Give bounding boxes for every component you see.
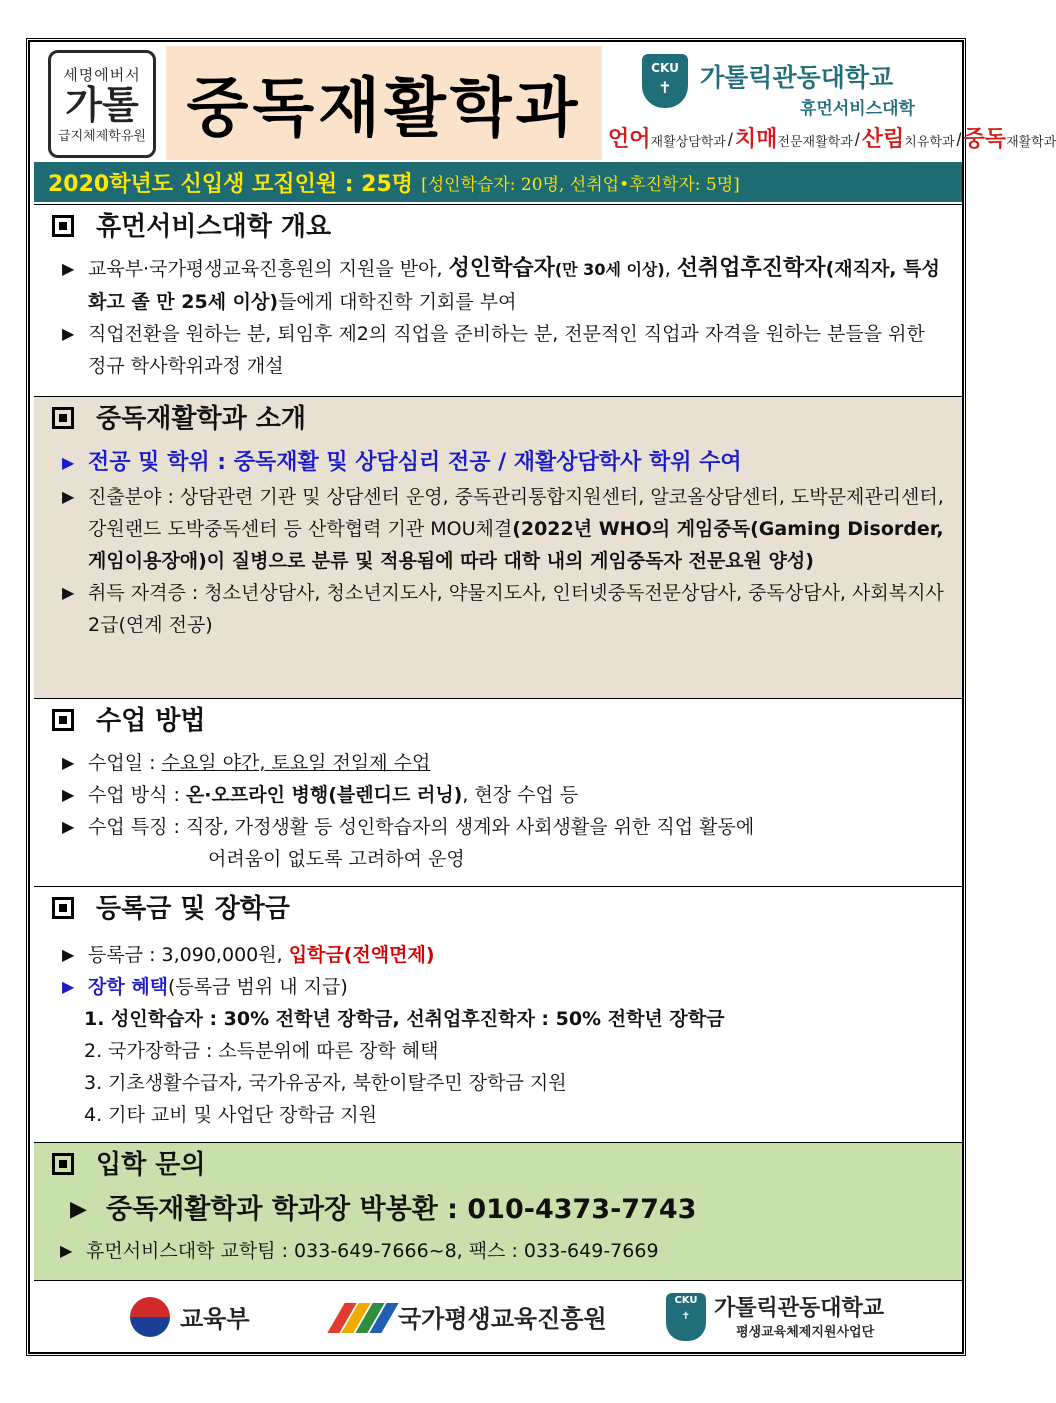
list-item bbox=[62, 747, 944, 779]
page-frame bbox=[26, 38, 1056, 1356]
taeguk-icon bbox=[130, 1297, 170, 1337]
text: 교육부·국가평생교육진흥원의 지원을 받아, bbox=[88, 258, 449, 280]
list-item: 2. 국가장학금 : 소득분위에 따른 장학 혜택 bbox=[84, 1040, 439, 1062]
nile-name: 국가평생교육진흥원 bbox=[398, 1305, 607, 1333]
list-item bbox=[62, 811, 944, 875]
cku-emblem-icon: CKU ✝ bbox=[666, 1293, 706, 1341]
list-item bbox=[62, 577, 944, 641]
section-class-method bbox=[34, 698, 962, 886]
contact-office[interactable]: 휴먼서비스대학 교학팀 : 033-649-7666~8, 팩스 : 033-649-7669 bbox=[86, 1240, 659, 1262]
list-item: 1. 성인학습자 : 30% 전학년 장학금, 선취업후진학자 : 50% 전학년 장학금 bbox=[84, 1008, 725, 1030]
page-title: 중독재활학과 bbox=[186, 72, 582, 146]
square-bullet-icon bbox=[52, 407, 74, 429]
list-item: 4. 기타 교비 및 사업단 장학금 지원 bbox=[84, 1104, 377, 1126]
list-item bbox=[70, 1187, 944, 1233]
section-heading bbox=[34, 205, 962, 249]
triangle-bullet-icon: ▶ bbox=[62, 945, 75, 964]
triangle-bullet-icon: ▶ bbox=[62, 785, 75, 804]
triangle-bullet-icon: ▶ bbox=[62, 977, 75, 996]
admission-fee-waived: 입학금(전액면제) bbox=[288, 944, 435, 966]
keyword-adult-learner: 성인학습자 bbox=[448, 256, 555, 281]
triangle-bullet-icon: ▶ bbox=[62, 583, 75, 602]
section-title: 등록금 및 장학금 bbox=[96, 894, 290, 924]
text: (만 30세 이상) bbox=[554, 260, 665, 279]
nile-logo-icon bbox=[328, 1303, 386, 1333]
triangle-bullet-icon: ▶ bbox=[62, 753, 75, 772]
recruit-banner bbox=[34, 162, 962, 202]
text: (재직자, 특성화고 졸 만 25세 이상) bbox=[88, 258, 940, 313]
triangle-bullet-icon: ▶ bbox=[62, 324, 75, 343]
triangle-bullet-icon: ▶ bbox=[60, 1241, 73, 1260]
cku-emblem-text: CKU bbox=[651, 61, 679, 75]
moe-name: 교육부 bbox=[180, 1305, 250, 1333]
cku-emblem-icon: CKU ✝ bbox=[642, 54, 688, 108]
cku-emblem-text: CKU bbox=[674, 1295, 698, 1306]
square-bullet-icon bbox=[52, 897, 74, 919]
frame-inner bbox=[29, 41, 1056, 1353]
section-title: 중독재활학과 소개 bbox=[96, 404, 306, 434]
section-heading bbox=[34, 887, 962, 931]
text: 진출분야 : 상담관련 기관 및 상담센터 운영, 중독관리통합지원센터, 알코올상담센터, 도박문제관리센터, 강원랜드 도박중독센터 등 산학협력 기관 MOU체결 bbox=[88, 486, 944, 540]
text: (2022년 WHO의 게임중독(Gaming Disorder, 게임이용장애)이 질병으로 분류 및 적용됨에 따라 대학 내의 게임중독자 전문요원 양성) bbox=[88, 518, 944, 572]
text: 온·오프라인 병행(블렌디드 러닝) bbox=[185, 784, 463, 806]
cku-name: 가톨릭관동대학교 bbox=[714, 1296, 885, 1321]
banner-detail: [성인학습자: 20명, 선취업•후진학자: 5명] bbox=[421, 174, 740, 195]
triangle-bullet-icon: ▶ bbox=[62, 453, 75, 472]
seal-logo bbox=[48, 50, 156, 158]
contact-phone[interactable]: 중독재활학과 학과장 박봉환 : 010-4373-7743 bbox=[106, 1194, 697, 1225]
list-item bbox=[62, 481, 944, 577]
dept-3-small: 재활학과 bbox=[1006, 134, 1056, 149]
triangle-bullet-icon: ▶ bbox=[70, 1197, 87, 1222]
text: 수업 특징 : 직장, 가정생활 등 성인학습자의 생계와 사회생활을 위한 직업 활동에 bbox=[88, 816, 755, 838]
text: , bbox=[664, 258, 677, 280]
section-overview bbox=[34, 204, 962, 396]
text: 수업 방식 : bbox=[88, 784, 186, 806]
square-bullet-icon bbox=[52, 709, 74, 731]
major-degree: 전공 및 학위 : 중독재활 및 상담심리 전공 / 재활상담학사 학위 수여 bbox=[88, 450, 742, 475]
cku-sub: 평생교육체제지원사업단 bbox=[736, 1325, 875, 1340]
triangle-bullet-icon: ▶ bbox=[62, 259, 75, 278]
square-bullet-icon bbox=[52, 215, 74, 237]
title-box bbox=[166, 46, 602, 160]
dept-2-big: 산림 bbox=[861, 126, 905, 151]
college-name: 휴먼서비스대학 bbox=[800, 99, 915, 119]
section-intro bbox=[34, 396, 962, 698]
text: 어려움이 없도록 고려하여 운영 bbox=[208, 848, 465, 870]
triangle-bullet-icon: ▶ bbox=[62, 487, 75, 506]
triangle-bullet-icon: ▶ bbox=[62, 817, 75, 836]
text: 수업일 : bbox=[88, 752, 162, 774]
section-heading bbox=[34, 699, 962, 743]
list-item bbox=[60, 1233, 944, 1269]
banner-main: 2020학년도 신입생 모집인원 : 25명 bbox=[48, 171, 414, 197]
header bbox=[34, 46, 1056, 160]
section-inquiry bbox=[34, 1142, 962, 1280]
seal-line1: 세명에버서 bbox=[63, 66, 141, 84]
dept-0-big: 언어 bbox=[608, 126, 651, 151]
text: , 현장 수업 등 bbox=[462, 784, 579, 806]
text: 취득 자격증 : 청소년상담사, 청소년지도사, 약물지도사, 인터넷중독전문상담사, 중독상담사, 사회복지사2급(연계 전공) bbox=[88, 582, 944, 636]
seal-line3: 급지체제학유원 bbox=[58, 129, 146, 144]
dept-list: 언어재활상담학과 /치매전문재활학과 /산림치유학과 /중독재활학과 bbox=[608, 126, 1056, 151]
section-title: 수업 방법 bbox=[96, 706, 206, 736]
dept-2-small: 치유학과 bbox=[904, 134, 955, 149]
square-bullet-icon bbox=[52, 1153, 74, 1175]
scholarship-label: 장학 혜택 bbox=[88, 976, 169, 998]
section-heading bbox=[34, 397, 962, 441]
section-title: 휴먼서비스대학 개요 bbox=[96, 212, 332, 242]
list-item bbox=[62, 253, 944, 318]
dept-1-small: 전문재활학과 bbox=[777, 134, 853, 149]
list-item: 3. 기초생활수급자, 국가유공자, 북한이탈주민 장학금 지원 bbox=[84, 1072, 567, 1094]
dept-1-big: 치매 bbox=[734, 126, 778, 151]
university-box bbox=[604, 46, 1056, 160]
text: 들에게 대학진학 기회를 부여 bbox=[278, 291, 517, 313]
text: 직업전환을 원하는 분, 퇴임후 제2의 직업을 준비하는 분, 전문적인 직업과 자격을 원하는 분들을 위한 정규 학사학위과정 개설 bbox=[88, 323, 925, 377]
text: 등록금 : 3,090,000원, bbox=[88, 944, 289, 966]
section-heading bbox=[34, 1143, 962, 1187]
list-item bbox=[62, 779, 944, 811]
section-tuition bbox=[34, 886, 962, 1142]
seal-line2: 가톨 bbox=[65, 82, 139, 127]
text: (등록금 범위 내 지급) bbox=[168, 976, 348, 998]
university-name: 가톨릭관동대학교 bbox=[700, 63, 894, 92]
dept-0-small: 재활상담학과 bbox=[650, 134, 726, 149]
keyword-employed-learner: 선취업후진학자 bbox=[676, 256, 826, 281]
list-item bbox=[62, 939, 944, 971]
section-title: 입학 문의 bbox=[96, 1150, 206, 1180]
footer-logos bbox=[34, 1280, 962, 1357]
list-item bbox=[62, 318, 944, 382]
dept-3-big: 중독 bbox=[963, 126, 1007, 151]
text: 수요일 야간, 토요일 전일제 수업 bbox=[161, 752, 431, 774]
list-item bbox=[62, 445, 944, 481]
list-item bbox=[62, 971, 944, 1003]
